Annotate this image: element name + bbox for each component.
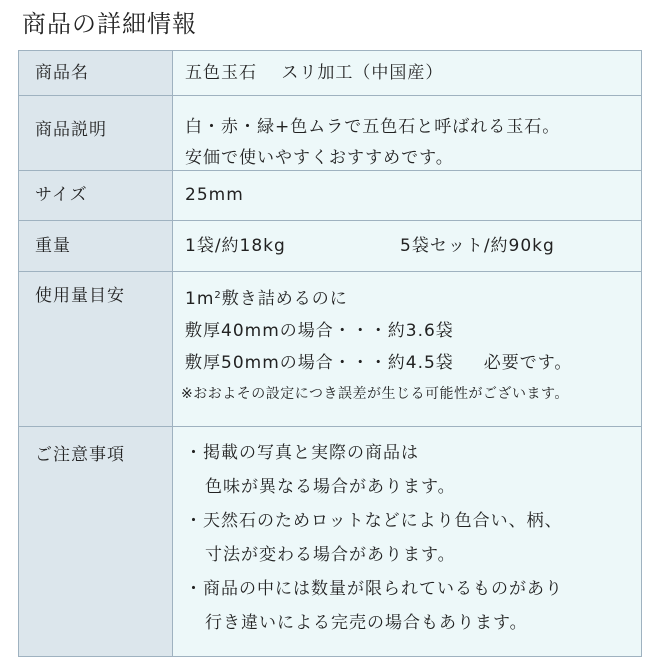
table-row-name	[19, 51, 642, 96]
usage-line-1	[185, 272, 641, 311]
label-description: 商品説明	[35, 120, 107, 140]
usage-line-3-need: 必要です。	[483, 353, 573, 373]
table-row-description	[19, 96, 642, 171]
table-row-size	[19, 171, 642, 221]
table-row-weight	[19, 221, 642, 272]
row-label-cell	[19, 51, 173, 96]
description-line-1: 白・赤・緑+色ムラで五色石と呼ばれる玉石。	[185, 117, 561, 137]
notes-line-2: 色味が異なる場合があります。	[205, 477, 456, 497]
row-value-cell	[173, 272, 642, 427]
page-title: 商品の詳細情報	[22, 10, 197, 38]
row-label-cell	[19, 171, 173, 221]
row-label-cell	[19, 96, 173, 171]
row-value-cell	[173, 427, 642, 657]
label-notes: ご注意事項	[35, 445, 125, 465]
row-value-cell	[173, 221, 642, 272]
value-product-name: 五色玉石 スリ加工（中国産）	[185, 63, 444, 83]
row-value-cell	[173, 96, 642, 171]
row-label-cell	[19, 427, 173, 657]
usage-line-2: 敷厚40mmの場合・・・約3.6袋	[185, 321, 454, 341]
value-weight-single: 1袋/約18kg	[185, 236, 286, 256]
label-product-name: 商品名	[35, 63, 89, 83]
table-row-usage	[19, 272, 642, 427]
value-size: 25mm	[185, 185, 244, 205]
table-row-notes	[19, 427, 642, 657]
product-spec-table	[18, 50, 642, 657]
notes-line-5: ・商品の中には数量が限られているものがあり	[185, 579, 563, 599]
row-value-cell	[173, 171, 642, 221]
label-weight: 重量	[35, 236, 71, 256]
value-weight-set: 5袋セット/約90kg	[400, 236, 555, 256]
usage-area-superscript: 2	[214, 290, 222, 301]
row-label-cell	[19, 272, 173, 427]
usage-line-3	[185, 343, 641, 375]
label-usage: 使用量目安	[35, 286, 125, 306]
notes-line-6: 行き違いによる完売の場合もあります。	[205, 613, 528, 633]
label-size: サイズ	[35, 185, 88, 205]
notes-line-4: 寸法が変わる場合があります。	[205, 545, 456, 565]
description-line-2: 安価で使いやすくおすすめです。	[185, 148, 454, 168]
usage-line-3-text: 敷厚50mmの場合・・・約4.5袋	[185, 353, 454, 373]
row-value-cell	[173, 51, 642, 96]
usage-note: ※おおよその設定につき誤差が生じる可能性がございます。	[181, 386, 569, 402]
usage-area-text: 敷き詰めるのに	[221, 289, 348, 309]
usage-area-value: 1m	[185, 289, 215, 309]
row-label-cell	[19, 221, 173, 272]
notes-line-3: ・天然石のためロットなどにより色合い、柄、	[185, 511, 563, 531]
notes-line-1: ・掲載の写真と実際の商品は	[185, 443, 419, 463]
